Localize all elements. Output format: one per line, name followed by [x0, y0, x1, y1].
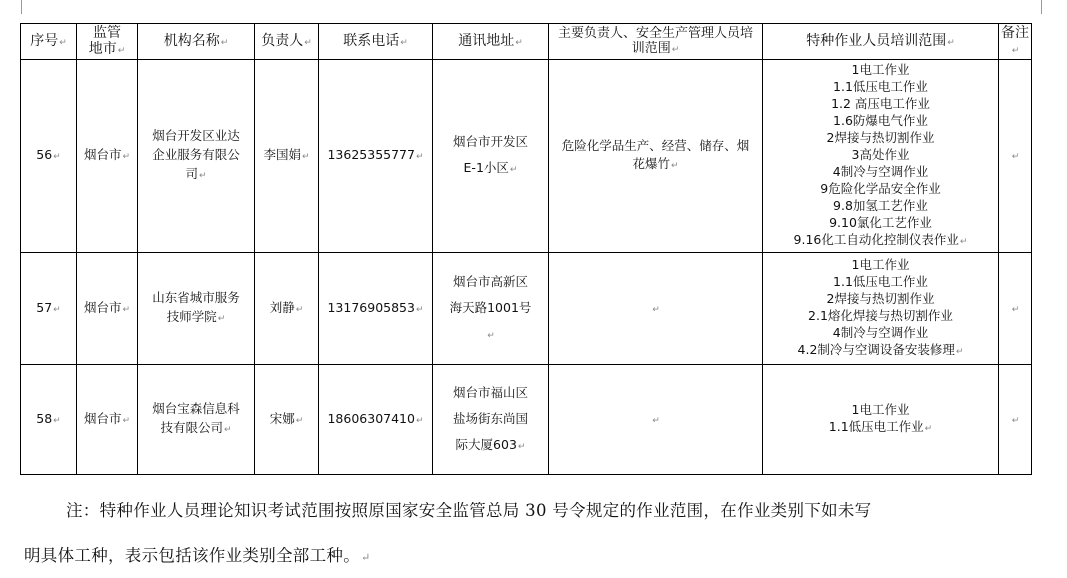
- table-row: [21, 253, 1032, 365]
- page-corner-mark-right: [1041, 0, 1042, 14]
- header-seq: 序号↵: [21, 24, 77, 60]
- cell-address: 烟台市开发区E-1小区↵: [433, 60, 549, 253]
- special-scope-item: 1.6防爆电气作业: [833, 113, 928, 128]
- cell-special-scope: [763, 365, 999, 475]
- cell-remark: ↵: [999, 253, 1032, 365]
- cell-remark: ↵: [999, 365, 1032, 475]
- cell-org: 山东省城市服务技师学院↵: [138, 253, 255, 365]
- cell-safety-scope: ↵: [549, 253, 763, 365]
- special-scope-item: 9.8加氢工艺作业: [833, 198, 928, 213]
- header-org: 机构名称↵: [138, 24, 255, 60]
- cell-seq: 57↵: [21, 253, 77, 365]
- cell-city: 烟台市↵: [77, 365, 138, 475]
- header-safety-scope: 主要负责人、安全生产管理人员培训范围↵: [549, 24, 763, 60]
- cell-phone: 18606307410↵: [319, 365, 433, 475]
- special-scope-item: 1电工作业: [851, 402, 910, 417]
- cell-address: 烟台市高新区海天路1001号↵: [433, 253, 549, 365]
- training-institution-table: [20, 23, 1032, 475]
- cell-person: 李国娟↵: [255, 60, 319, 253]
- special-scope-item: 1.1低压电工作业↵: [828, 419, 933, 434]
- cell-seq: 56↵: [21, 60, 77, 253]
- table-row: [21, 365, 1032, 475]
- special-scope-item: 2焊接与热切割作业: [826, 291, 935, 306]
- header-special-scope: 特种作业人员培训范围↵: [763, 24, 999, 60]
- special-scope-item: 4制冷与空调作业: [832, 325, 929, 340]
- cell-city: 烟台市↵: [77, 253, 138, 365]
- footnote-line-1: 注：特种作业人员理论知识考试范围按照原国家安全监管总局 30 号令规定的作业范围，在作业类别下如未写: [66, 501, 872, 520]
- special-scope-item: 9.10氯化工艺作业: [829, 215, 932, 230]
- cell-seq: 58↵: [21, 365, 77, 475]
- cell-phone: 13625355777↵: [319, 60, 433, 253]
- cell-city: 烟台市↵: [77, 60, 138, 253]
- header-person: 负责人↵: [255, 24, 319, 60]
- cell-phone: 13176905853↵: [319, 253, 433, 365]
- special-scope-item: 1电工作业: [851, 62, 910, 77]
- special-scope-item: 4制冷与空调作业: [832, 164, 929, 179]
- header-address: 通讯地址↵: [433, 24, 549, 60]
- cell-address: 烟台市福山区盐场街东尚国际大厦603↵: [433, 365, 549, 475]
- special-scope-item: 4.2制冷与空调设备安装修理↵: [797, 342, 964, 357]
- special-scope-item: 2焊接与热切割作业: [826, 130, 935, 145]
- special-scope-item: 1.2 高压电工作业: [831, 96, 930, 111]
- special-scope-item: 1.1低压电工作业: [833, 274, 928, 289]
- special-scope-item: 2.1熔化焊接与热切割作业: [808, 308, 953, 323]
- cell-org: 烟台开发区业达企业服务有限公司↵: [138, 60, 255, 253]
- table-row: [21, 60, 1032, 253]
- special-scope-item: 9.16化工自动化控制仪表作业↵: [793, 232, 968, 247]
- cell-safety-scope: ↵: [549, 365, 763, 475]
- cell-person: 宋娜↵: [255, 365, 319, 475]
- cell-org: 烟台宝森信息科技有限公司↵: [138, 365, 255, 475]
- cell-remark: ↵: [999, 60, 1032, 253]
- page-corner-mark-left: [21, 0, 22, 14]
- cell-special-scope: [763, 253, 999, 365]
- header-remark: 备注↵: [999, 24, 1032, 60]
- header-city: 监管 地市↵: [77, 24, 138, 60]
- special-scope-item: 1.1低压电工作业: [833, 79, 928, 94]
- cell-person: 刘静↵: [255, 253, 319, 365]
- cell-safety-scope: 危险化学品生产、经营、储存、烟花爆竹↵: [549, 60, 763, 253]
- footnote-line-2: 明具体工种，表示包括该作业类别全部工种。↵: [24, 546, 371, 565]
- special-scope-item: 3高处作业: [851, 147, 910, 162]
- table-header-row: [21, 24, 1032, 60]
- cell-special-scope: [763, 60, 999, 253]
- header-phone: 联系电话↵: [319, 24, 433, 60]
- special-scope-item: 9危险化学品安全作业: [820, 181, 941, 196]
- special-scope-item: 1电工作业: [851, 257, 910, 272]
